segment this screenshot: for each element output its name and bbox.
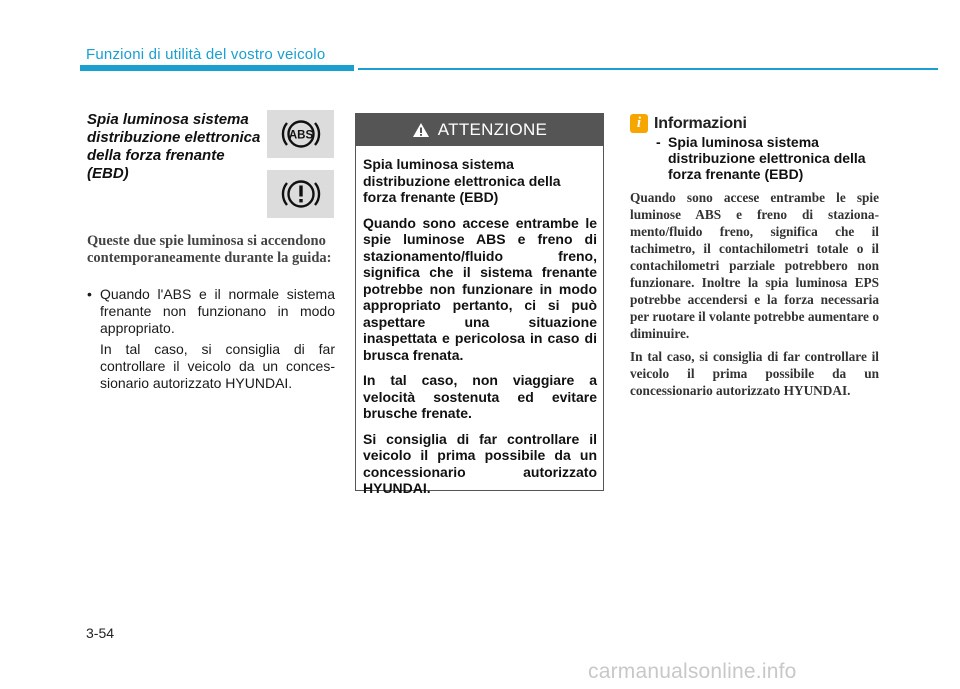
bullet-text: Quando l'ABS e il normale sistema frenante non funzionano in modo appropriato.	[100, 286, 335, 336]
info-paragraph: In tal caso, si consiglia di far controllare il veicolo il prima possibile da un concessionario autorizzato HYUNDAI.	[630, 349, 879, 398]
info-icon: i	[630, 114, 648, 133]
info-title: Informazioni	[654, 115, 747, 132]
header-rule-thick	[80, 65, 354, 71]
brake-warning-icon	[267, 170, 334, 218]
warning-paragraph: In tal caso, non viaggiare a velocità sostenuta ed evitare brusche frenate.	[363, 372, 597, 421]
page-number: 3-54	[86, 625, 115, 641]
warning-body	[363, 156, 597, 506]
warning-header	[355, 113, 604, 146]
header-rule-thin	[358, 68, 938, 70]
info-body	[630, 189, 879, 405]
section-title: Spia luminosa sistema distribuzione elettronica della forza frenante (EBD)	[87, 111, 261, 182]
subheading: Queste due spie luminosa si accendono contemporaneamente durante la guida:	[87, 233, 332, 266]
bullet-marker: •	[87, 286, 92, 302]
info-subtitle-text: Spia luminosa sistema distribuzione elettronica della forza frenante (EBD)	[668, 134, 866, 182]
warning-triangle-icon	[412, 122, 430, 138]
watermark: carmanualsonline.info	[588, 660, 797, 683]
info-subtitle	[656, 134, 886, 182]
warning-header-label: ATTENZIONE	[437, 119, 548, 139]
info-subtitle-dash: -	[656, 134, 661, 150]
abs-label: ABS	[288, 129, 313, 142]
warning-paragraph: Si consiglia di far controllare il veicolo il prima possibile da un concessionario autorizzato HYUNDAI.	[363, 430, 597, 496]
chapter-title: Funzioni di utilità del vostro veicolo	[86, 46, 326, 63]
bullet-item	[87, 286, 335, 337]
info-paragraph: Quando sono accese entrambe le spie luminose ABS e freno di staziona-mento/fluido freno, significa che il tachimetro, il contachilometri totale o il contachilometri parziale potrebbero non funzionare. Inoltre la spia luminosa EPS potrebbe accendersi e la forza necessaria per ruotare il volante potrebbe aumentare o diminuire.	[630, 190, 879, 341]
warning-paragraph: Spia luminosa sistema distribuzione elettronica della forza frenante (EBD)	[363, 156, 561, 205]
abs-warning-icon	[267, 110, 334, 158]
warning-paragraph: Quando sono accese entrambe le spie luminose ABS e freno di stazionamento/fluido freno, significa che il sistema frenante potrebbe non funzionare in modo appropriato pertanto, ci si può aspettare una situazione inaspettata e pericolosa in caso di brusca frenata.	[363, 214, 597, 363]
body-paragraph: In tal caso, si consiglia di far controllare il veicolo da un conces-sionario autorizzato HYUNDAI.	[100, 341, 335, 391]
